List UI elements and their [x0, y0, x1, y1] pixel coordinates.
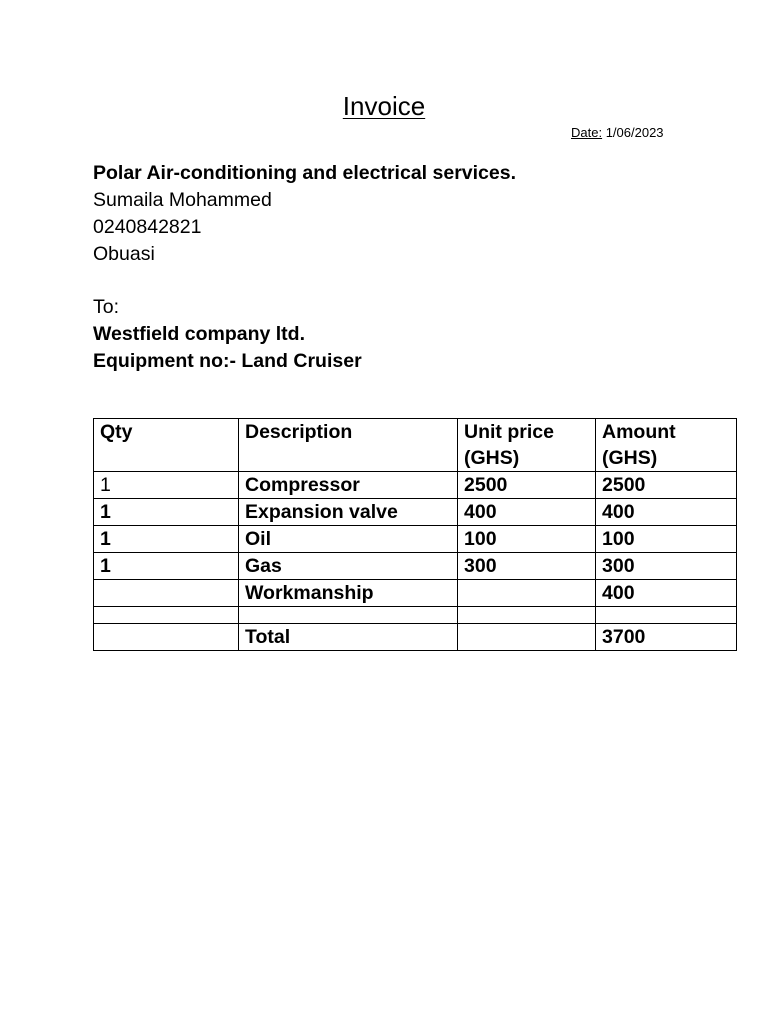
cell-unit-price: 400 — [458, 499, 596, 526]
table-total-row — [94, 624, 737, 651]
cell-unit-price: 300 — [458, 553, 596, 580]
table-row — [94, 472, 737, 499]
total-amount: 3700 — [596, 624, 737, 651]
table-row — [94, 499, 737, 526]
date-value: 1/06/2023 — [602, 125, 664, 140]
cell-empty — [239, 607, 458, 624]
cell-qty — [94, 580, 239, 607]
cell-qty: 1 — [94, 553, 239, 580]
sender-company: Polar Air-conditioning and electrical services. — [93, 162, 516, 184]
table-row-empty — [94, 607, 737, 624]
cell-description: Expansion valve — [239, 499, 458, 526]
total-label: Total — [239, 624, 458, 651]
cell-qty: 1 — [94, 472, 239, 499]
table-row — [94, 553, 737, 580]
sender-location: Obuasi — [93, 243, 155, 265]
recipient-equipment: Equipment no:- Land Cruiser — [93, 350, 362, 372]
cell-amount: 300 — [596, 553, 737, 580]
cell-empty — [94, 624, 239, 651]
recipient-company: Westfield company ltd. — [93, 323, 306, 345]
cell-empty — [458, 607, 596, 624]
invoice-table — [93, 418, 737, 651]
date-label: Date: — [571, 125, 603, 140]
cell-empty — [596, 607, 737, 624]
cell-empty — [458, 624, 596, 651]
cell-amount: 400 — [596, 580, 737, 607]
header-amount-line2: (GHS) — [602, 447, 658, 469]
recipient-to-label: To: — [93, 296, 120, 318]
recipient-block — [93, 294, 362, 375]
cell-unit-price: 100 — [458, 526, 596, 553]
cell-amount: 400 — [596, 499, 737, 526]
cell-empty — [94, 607, 239, 624]
header-unit-price — [458, 419, 596, 472]
cell-unit-price — [458, 580, 596, 607]
header-unit-price-line2: (GHS) — [464, 447, 520, 469]
header-amount-line1: Amount — [602, 421, 676, 443]
cell-amount: 2500 — [596, 472, 737, 499]
cell-description: Oil — [239, 526, 458, 553]
header-description: Description — [239, 419, 458, 472]
cell-description: Compressor — [239, 472, 458, 499]
cell-amount: 100 — [596, 526, 737, 553]
cell-qty: 1 — [94, 526, 239, 553]
header-unit-price-line1: Unit price — [464, 421, 554, 443]
cell-qty: 1 — [94, 499, 239, 526]
cell-description: Workmanship — [239, 580, 458, 607]
table-row — [94, 580, 737, 607]
cell-description: Gas — [239, 553, 458, 580]
invoice-date — [571, 125, 664, 141]
cell-unit-price: 2500 — [458, 472, 596, 499]
invoice-title: Invoice — [342, 91, 426, 121]
sender-block — [93, 160, 516, 268]
header-qty: Qty — [94, 419, 239, 472]
sender-name: Sumaila Mohammed — [93, 189, 272, 211]
table-header-row — [94, 419, 737, 472]
sender-phone: 0240842821 — [93, 216, 202, 238]
table-row — [94, 526, 737, 553]
header-amount — [596, 419, 737, 472]
